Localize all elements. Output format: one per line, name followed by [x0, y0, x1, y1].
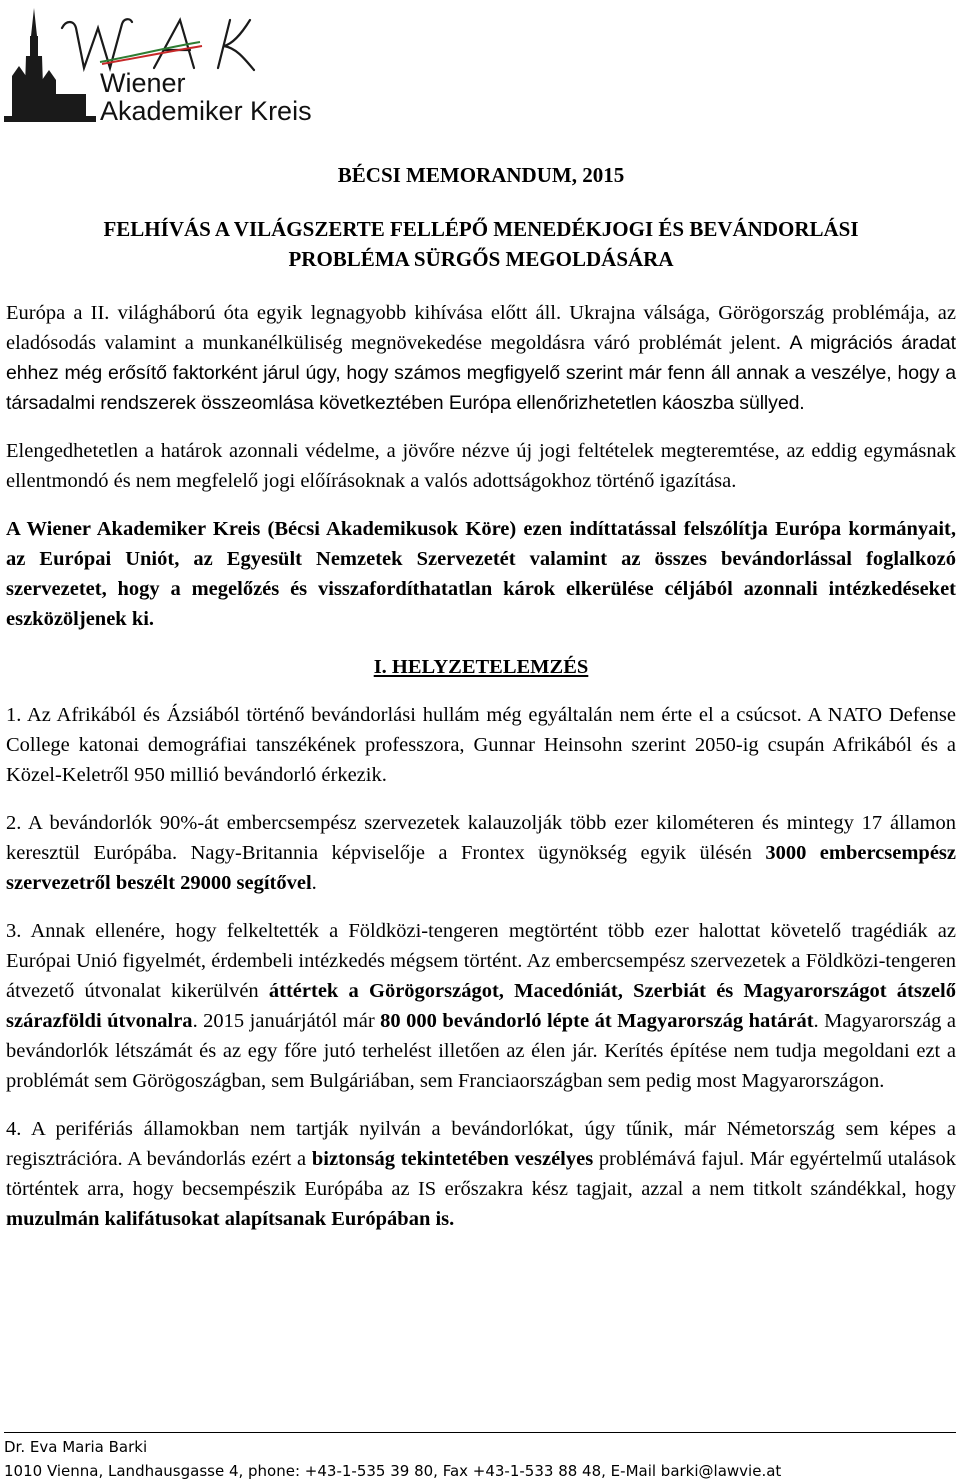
list-item-4 — [6, 1114, 956, 1234]
intro-paragraph-1 — [6, 298, 956, 418]
document-title: BÉCSI MEMORANDUM, 2015 — [337, 163, 625, 187]
item3-text-e: . Magyarország a bevándorlók létszámát és az egy főre jutó terhelést illetően az élen jár. Kerítés építése nem tudja megoldani ezt a problémát sem Görögoszágban, sem Bulgáriában, sem Franciaországban sem pedig most Magyarországon. — [6, 1010, 956, 1092]
item3-bold-b: áttértek a Görögországot, Macedóniát, Szerbiát és Magyarországot átszelő szárazföldi útvonalra — [6, 980, 956, 1032]
intro-p1-sans: A migrációs áradat ehhez még erősítő faktorként járul úgy, hogy számos megfigyelő szerint már fenn áll annak a veszélye, hogy a társadalmi rendszerek összeomlása következtében Európa ellenőrizhetetlen káoszba süllyed. — [6, 332, 956, 414]
wak-logo — [4, 6, 334, 124]
item4-text-c: problémává fajul. Már egyértelmű utalások történtek arra, hogy becsempészik Európába az IS erőszakra kész tagjait, azzal a nem titkolt szándékkal, hogy — [6, 1148, 956, 1200]
item3-text-c: . 2015 januárjától már — [192, 1010, 381, 1032]
document-subtitle — [6, 214, 956, 274]
list-item-2 — [6, 808, 956, 898]
list-item-1: 1. Az Afrikából és Ázsiából történő bevándorlási hullám még egyáltalán nem érte el a csúcsot. A NATO Defense College katonai demográfiai tanszékének professzora, Gunnar Heinsohn szerint 2050-ig csupán Afrikából és a Közel-Keletről 950 millió bevándorló érkezik. — [6, 704, 956, 786]
logo-line-2: Akademiker Kreis — [100, 96, 312, 126]
subtitle-line-1: FELHÍVÁS A VILÁGSZERTE FELLÉPŐ MENEDÉKJOGI ÉS BEVÁNDORLÁSI — [103, 217, 859, 241]
footer-name: Dr. Eva Maria Barki — [4, 1438, 148, 1456]
intro-paragraph-3: A Wiener Akademiker Kreis (Bécsi Akademikusok Köre) ezen indíttatással felszólítja Európa kormányait, az Európai Uniót, az Egyesült Nemzetek Szervezetét valamint az összes bevándorlással foglalkozó szervezetet, hogy a megelőzés és visszafordíthatatlan károk elkerülése céljából azonnali intézkedéseket eszközöljenek ki. — [6, 518, 956, 630]
item2-text-a: 2. A bevándorlók 90%-át embercsempész szervezetek kalauzolják több ezer kilométeren és mintegy 17 államon keresztül Európába. Nagy-Britannia képviselője a Frontex ügynökség egyik ülésén — [6, 812, 956, 864]
item4-bold-d: muzulmán kalifátusokat alapítsanak Európában is. — [6, 1208, 455, 1230]
list-item-3 — [6, 916, 956, 1096]
intro-p1-serif: Európa a II. világháború óta egyik legnagyobb kihívása előtt áll. Ukrajna válsága, Görögország problémája, az eladósodás valamint a munkanélküliség megnövekedése megoldásra váró problémát jelent. — [6, 302, 956, 354]
logo-text — [100, 70, 312, 125]
subtitle-line-2: PROBLÉMA SÜRGŐS MEGOLDÁSÁRA — [288, 247, 674, 271]
item2-text-c: . — [311, 872, 317, 894]
page-footer — [4, 1432, 956, 1483]
footer-divider — [4, 1432, 956, 1433]
footer-address: 1010 Vienna, Landhausgasse 4, phone: +43-1-535 39 80, Fax +43-1-533 88 48, E-Mail barki@lawvie.at — [4, 1462, 782, 1480]
logo-line-1: Wiener — [100, 68, 186, 98]
item4-text-a: 4. A perifériás államokban nem tartják nyilván a bevándorlókat, úgy tűnik, már Németország sem képes a regisztrációra. A bevándorlás ezért a — [6, 1118, 956, 1170]
item3-bold-d: 80 000 bevándorló lépte át Magyarország határát — [380, 1010, 814, 1032]
item4-bold-b: biztonság tekintetében veszélyes — [311, 1148, 594, 1170]
item2-bold: 3000 embercsempész szervezetről beszélt 29000 segítővel — [6, 842, 957, 894]
intro-paragraph-2: Elengedhetetlen a határok azonnali védelme, a jövőre nézve új jogi feltételek megteremtése, az eddig egymásnak ellentmondó és nem megfelelő jogi előírásoknak a valós adottságokhoz történő igazítása. — [6, 440, 956, 492]
section-heading: I. HELYZETELEMZÉS — [373, 656, 589, 678]
item3-text-a: 3. Annak ellenére, hogy felkeltették a Földközi-tengeren megtörtént több ezer halottat követelő tragédiák az Európai Unió figyelmét, érdembeli intézkedés mégsem történt. Az embercsempész szervezetek a Földközi-tengeren átvezető útvonalat kikerülvén — [6, 920, 956, 1002]
document-body — [6, 160, 956, 1234]
